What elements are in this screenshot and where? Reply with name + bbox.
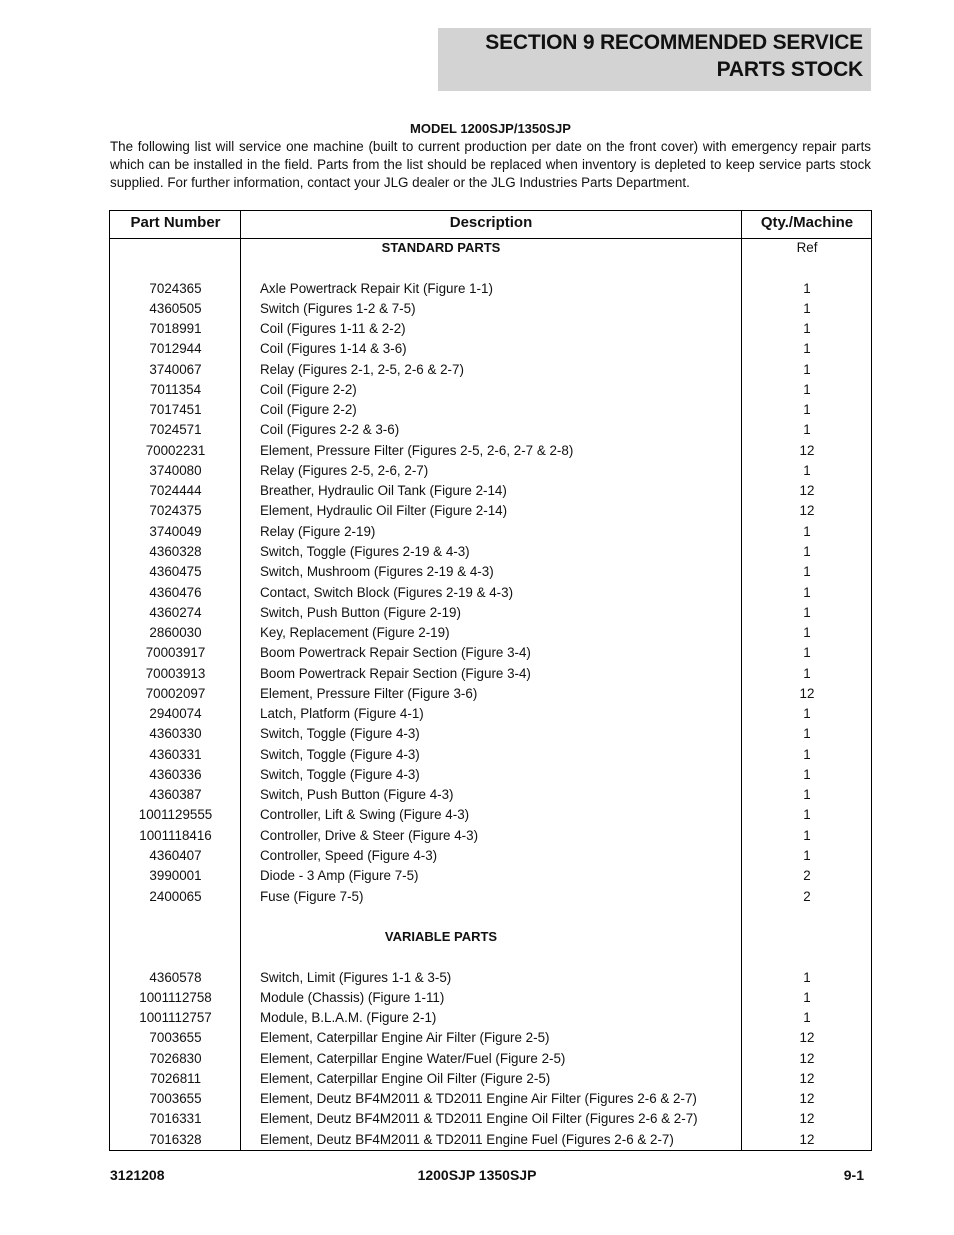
part-number-cell: 7017451 bbox=[149, 402, 202, 418]
table-row bbox=[110, 1069, 871, 1089]
qty-cell: 1 bbox=[803, 361, 811, 377]
part-number-cell: 7003655 bbox=[149, 1091, 202, 1107]
part-number-cell: 4360328 bbox=[149, 543, 202, 559]
header-qty: Qty./Machine bbox=[760, 214, 854, 231]
qty-cell: 1 bbox=[803, 1010, 811, 1026]
description-cell: Element, Caterpillar Engine Water/Fuel (Figure 2-5) bbox=[260, 1050, 566, 1066]
part-number-cell: 4360407 bbox=[149, 847, 202, 863]
description-cell: Switch, Push Button (Figure 4-3) bbox=[260, 787, 454, 803]
qty-cell: 12 bbox=[799, 1070, 815, 1086]
description-cell: Switch (Figures 1-2 & 7-5) bbox=[260, 300, 416, 316]
description-cell: Fuse (Figure 7-5) bbox=[260, 888, 364, 904]
description-cell: Element, Deutz BF4M2011 & TD2011 Engine Fuel (Figures 2-6 & 2-7) bbox=[260, 1131, 674, 1147]
qty-cell: 1 bbox=[803, 341, 811, 357]
table-section-heading-row bbox=[110, 927, 871, 947]
part-number-cell: 70002097 bbox=[145, 685, 206, 701]
table-row bbox=[110, 968, 871, 988]
part-number-cell: 7012944 bbox=[149, 341, 202, 357]
table-section-heading-row bbox=[110, 238, 871, 258]
qty-cell: 12 bbox=[799, 483, 815, 499]
description-cell: Module, B.L.A.M. (Figure 2-1) bbox=[260, 1010, 437, 1026]
part-number-cell: 7011354 bbox=[149, 381, 202, 397]
part-number-cell: 4360336 bbox=[149, 766, 202, 782]
section-heading: VARIABLE PARTS bbox=[384, 929, 498, 945]
table-row bbox=[110, 623, 871, 643]
part-number-cell: 7016331 bbox=[149, 1111, 202, 1127]
description-cell: Breather, Hydraulic Oil Tank (Figure 2-14) bbox=[260, 483, 507, 499]
header-description: Description bbox=[449, 214, 533, 231]
section-title-line2: PARTS STOCK bbox=[716, 58, 863, 81]
description-cell: Switch, Toggle (Figure 4-3) bbox=[260, 726, 420, 742]
qty-cell: 1 bbox=[803, 989, 811, 1005]
description-cell: Latch, Platform (Figure 4-1) bbox=[260, 706, 424, 722]
part-number-cell: 7026811 bbox=[149, 1070, 202, 1086]
table-row bbox=[110, 522, 871, 542]
part-number-cell: 2400065 bbox=[149, 888, 202, 904]
table-row bbox=[110, 643, 871, 663]
table-row bbox=[110, 1089, 871, 1109]
table-row bbox=[110, 299, 871, 319]
qty-cell: 1 bbox=[803, 807, 811, 823]
description-cell: Contact, Switch Block (Figures 2-19 & 4-3) bbox=[260, 584, 514, 600]
part-number-cell: 7026830 bbox=[149, 1050, 202, 1066]
description-cell: Controller, Lift & Swing (Figure 4-3) bbox=[260, 807, 470, 823]
qty-cell: Ref bbox=[796, 240, 818, 255]
qty-cell: 12 bbox=[799, 685, 815, 701]
part-number-cell: 4360330 bbox=[149, 726, 202, 742]
qty-cell: 12 bbox=[799, 1091, 815, 1107]
qty-cell: 1 bbox=[803, 402, 811, 418]
description-cell: Controller, Speed (Figure 4-3) bbox=[260, 847, 438, 863]
table-row bbox=[110, 704, 871, 724]
table-row bbox=[110, 684, 871, 704]
qty-cell: 12 bbox=[799, 1111, 815, 1127]
table-row bbox=[110, 846, 871, 866]
table-body bbox=[110, 238, 871, 1150]
part-number-cell: 7024375 bbox=[149, 503, 202, 519]
description-cell: Relay (Figure 2-19) bbox=[260, 523, 376, 539]
part-number-cell: 7024365 bbox=[149, 280, 202, 296]
table-row bbox=[110, 420, 871, 440]
table-row bbox=[110, 1028, 871, 1048]
part-number-cell: 3740080 bbox=[149, 462, 202, 478]
description-cell: Element, Caterpillar Engine Air Filter (Figure 2-5) bbox=[260, 1030, 550, 1046]
description-cell: Relay (Figures 2-1, 2-5, 2-6 & 2-7) bbox=[260, 361, 464, 377]
part-number-cell: 70002231 bbox=[145, 442, 206, 458]
table-row bbox=[110, 826, 871, 846]
description-cell: Element, Deutz BF4M2011 & TD2011 Engine Oil Filter (Figures 2-6 & 2-7) bbox=[260, 1111, 698, 1127]
qty-cell: 1 bbox=[803, 625, 811, 641]
qty-cell: 1 bbox=[803, 523, 811, 539]
section-heading: STANDARD PARTS bbox=[381, 240, 501, 255]
part-number-cell: 4360475 bbox=[149, 564, 202, 580]
qty-cell: 1 bbox=[803, 706, 811, 722]
qty-cell: 1 bbox=[803, 564, 811, 580]
section-title-banner bbox=[438, 28, 871, 91]
part-number-cell: 7024571 bbox=[149, 422, 202, 438]
part-number-cell: 7024444 bbox=[149, 483, 202, 499]
qty-cell: 1 bbox=[803, 300, 811, 316]
description-cell: Switch, Toggle (Figures 2-19 & 4-3) bbox=[260, 543, 470, 559]
qty-cell: 1 bbox=[803, 746, 811, 762]
part-number-cell: 1001129555 bbox=[138, 807, 213, 823]
qty-cell: 1 bbox=[803, 543, 811, 559]
qty-cell: 1 bbox=[803, 766, 811, 782]
part-number-cell: 1001112757 bbox=[139, 1010, 212, 1026]
table-row bbox=[110, 947, 871, 967]
description-cell: Axle Powertrack Repair Kit (Figure 1-1) bbox=[260, 280, 493, 296]
qty-cell: 1 bbox=[803, 645, 811, 661]
qty-cell: 1 bbox=[803, 726, 811, 742]
table-row bbox=[110, 542, 871, 562]
table-row bbox=[110, 664, 871, 684]
table-row bbox=[110, 1008, 871, 1028]
part-number-cell: 2940074 bbox=[149, 706, 202, 722]
description-cell: Coil (Figures 2-2 & 3-6) bbox=[260, 422, 400, 438]
description-cell: Element, Pressure Filter (Figure 3-6) bbox=[260, 685, 478, 701]
part-number-cell: 4360274 bbox=[149, 604, 202, 620]
part-number-cell: 4360476 bbox=[149, 584, 202, 600]
table-row bbox=[110, 339, 871, 359]
qty-cell: 1 bbox=[803, 422, 811, 438]
qty-cell: 1 bbox=[803, 462, 811, 478]
description-cell: Switch, Mushroom (Figures 2-19 & 4-3) bbox=[260, 564, 494, 580]
table-row bbox=[110, 765, 871, 785]
table-row bbox=[110, 258, 871, 278]
qty-cell: 1 bbox=[803, 381, 811, 397]
table-row bbox=[110, 805, 871, 825]
description-cell: Relay (Figures 2-5, 2-6, 2-7) bbox=[260, 462, 429, 478]
description-cell: Coil (Figure 2-2) bbox=[260, 381, 357, 397]
part-number-cell: 4360505 bbox=[149, 300, 202, 316]
parts-table bbox=[109, 210, 872, 1151]
qty-cell: 12 bbox=[799, 503, 815, 519]
qty-cell: 1 bbox=[803, 969, 811, 985]
description-cell: Boom Powertrack Repair Section (Figure 3-4) bbox=[260, 665, 531, 681]
qty-cell: 1 bbox=[803, 827, 811, 843]
description-cell: Controller, Drive & Steer (Figure 4-3) bbox=[260, 827, 479, 843]
table-row bbox=[110, 1130, 871, 1150]
part-number-cell: 4360331 bbox=[149, 746, 202, 762]
description-cell: Switch, Toggle (Figure 4-3) bbox=[260, 746, 420, 762]
description-cell: Coil (Figures 1-11 & 2-2) bbox=[260, 321, 406, 337]
table-row bbox=[110, 583, 871, 603]
table-row bbox=[110, 400, 871, 420]
qty-cell: 12 bbox=[799, 1030, 815, 1046]
header-part-number: Part Number bbox=[130, 214, 221, 231]
part-number-cell: 7016328 bbox=[149, 1131, 202, 1147]
table-row bbox=[110, 785, 871, 805]
qty-cell: 12 bbox=[799, 1131, 815, 1147]
table-row bbox=[110, 907, 871, 927]
description-cell: Element, Deutz BF4M2011 & TD2011 Engine Air Filter (Figures 2-6 & 2-7) bbox=[260, 1091, 697, 1107]
table-row bbox=[110, 988, 871, 1008]
table-row bbox=[110, 319, 871, 339]
table-row bbox=[110, 1049, 871, 1069]
section-title-line1: SECTION 9 RECOMMENDED SERVICE bbox=[485, 31, 863, 54]
description-cell: Key, Replacement (Figure 2-19) bbox=[260, 625, 450, 641]
qty-cell: 1 bbox=[803, 665, 811, 681]
qty-cell: 1 bbox=[803, 321, 811, 337]
intro-paragraph: The following list will service one machine (built to current production per date on the front cover) with emergency repair parts which can be installed in the field. Parts from the list should be replaced when inventory is depleted to keep service parts stock supplied. For further information, contact your JLG dealer or the JLG Industries Parts Department. bbox=[110, 139, 871, 190]
qty-cell: 12 bbox=[799, 1050, 815, 1066]
table-row bbox=[110, 481, 871, 501]
part-number-cell: 7003655 bbox=[149, 1030, 202, 1046]
part-number-cell: 3740049 bbox=[149, 523, 202, 539]
qty-cell: 1 bbox=[803, 847, 811, 863]
table-row bbox=[110, 724, 871, 744]
part-number-cell: 3740067 bbox=[149, 361, 202, 377]
part-number-cell: 70003913 bbox=[145, 665, 206, 681]
footer-models: 1200SJP 1350SJP bbox=[417, 1167, 537, 1183]
part-number-cell: 1001118416 bbox=[139, 827, 212, 843]
model-title: MODEL 1200SJP/1350SJP bbox=[410, 121, 571, 136]
description-cell: Element, Caterpillar Engine Oil Filter (Figure 2-5) bbox=[260, 1070, 551, 1086]
qty-cell: 1 bbox=[803, 280, 811, 296]
qty-cell: 12 bbox=[799, 442, 815, 458]
description-cell: Element, Pressure Filter (Figures 2-5, 2-6, 2-7 & 2-8) bbox=[260, 442, 574, 458]
qty-cell: 2 bbox=[803, 868, 811, 884]
description-cell: Coil (Figures 1-14 & 3-6) bbox=[260, 341, 407, 357]
part-number-cell: 70003917 bbox=[145, 645, 206, 661]
table-row bbox=[110, 1109, 871, 1129]
footer-doc-number: 3121208 bbox=[110, 1167, 165, 1183]
description-cell: Switch, Push Button (Figure 2-19) bbox=[260, 604, 461, 620]
part-number-cell: 4360578 bbox=[149, 969, 202, 985]
description-cell: Diode - 3 Amp (Figure 7-5) bbox=[260, 868, 419, 884]
qty-cell: 1 bbox=[803, 584, 811, 600]
description-cell: Boom Powertrack Repair Section (Figure 3-4) bbox=[260, 645, 531, 661]
part-number-cell: 7018991 bbox=[149, 321, 202, 337]
qty-cell: 2 bbox=[803, 888, 811, 904]
table-row bbox=[110, 461, 871, 481]
description-cell: Switch, Toggle (Figure 4-3) bbox=[260, 766, 420, 782]
table-row bbox=[110, 866, 871, 886]
part-number-cell: 4360387 bbox=[149, 787, 202, 803]
description-cell: Element, Hydraulic Oil Filter (Figure 2-14) bbox=[260, 503, 508, 519]
table-row bbox=[110, 745, 871, 765]
table-row bbox=[110, 380, 871, 400]
table-row bbox=[110, 603, 871, 623]
description-cell: Coil (Figure 2-2) bbox=[260, 402, 357, 418]
part-number-cell: 1001112758 bbox=[139, 989, 212, 1005]
qty-cell: 1 bbox=[803, 787, 811, 803]
table-row bbox=[110, 887, 871, 907]
table-row bbox=[110, 441, 871, 461]
description-cell: Switch, Limit (Figures 1-1 & 3-5) bbox=[260, 969, 452, 985]
footer-page-number: 9-1 bbox=[843, 1167, 864, 1183]
description-cell: Module (Chassis) (Figure 1-11) bbox=[260, 989, 445, 1005]
table-row bbox=[110, 360, 871, 380]
table-row bbox=[110, 501, 871, 521]
part-number-cell: 3990001 bbox=[149, 868, 202, 884]
table-row bbox=[110, 279, 871, 299]
qty-cell: 1 bbox=[803, 604, 811, 620]
part-number-cell: 2860030 bbox=[149, 625, 202, 641]
table-row bbox=[110, 562, 871, 582]
